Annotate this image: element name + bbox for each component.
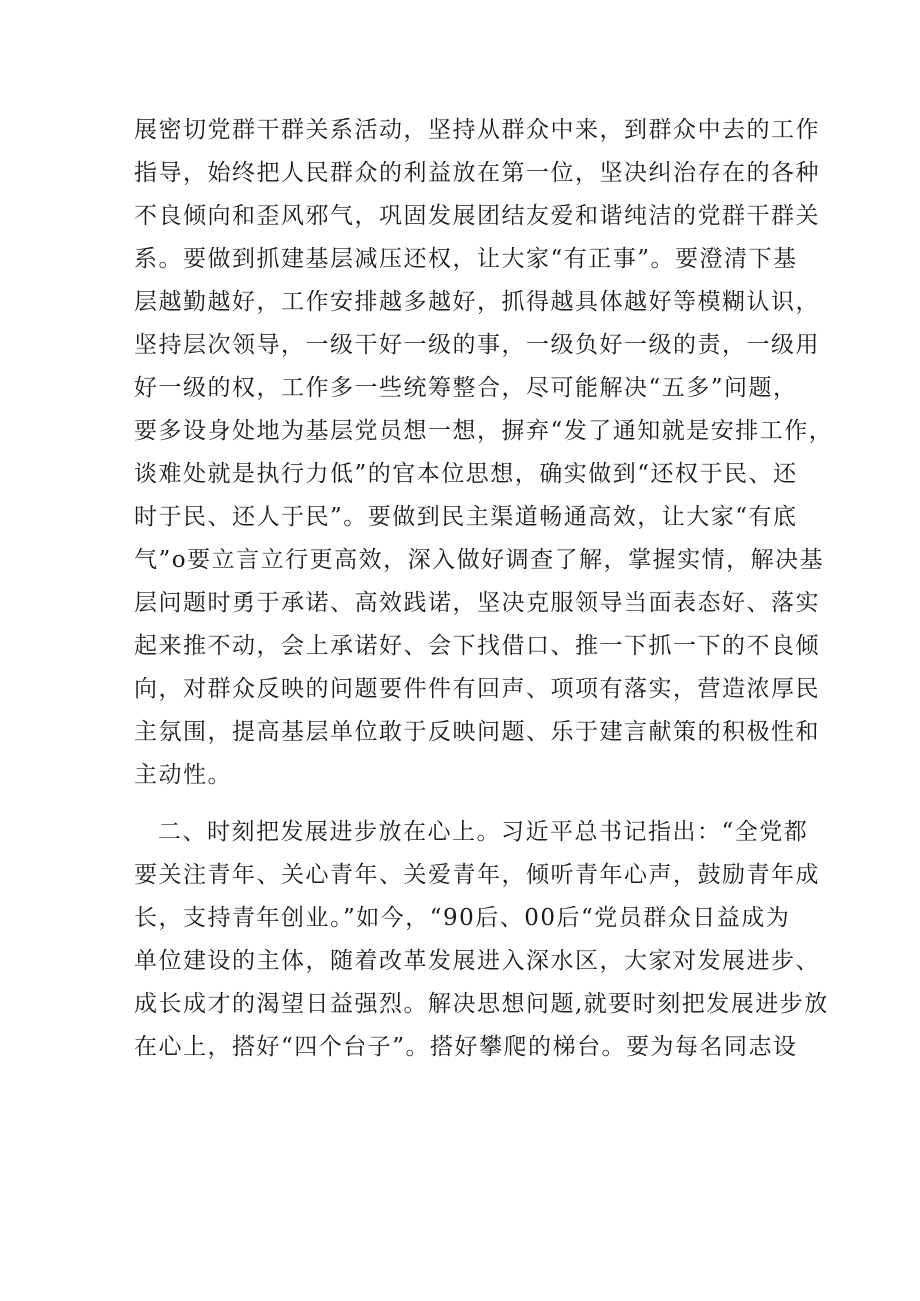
text-line: 二、时刻把发展进步放在心上。习近平总书记指出：“全党都 (158, 819, 809, 845)
text-line: 好一级的权，工作多一些统筹整合，尽可能解决“五多”问题， (134, 375, 798, 401)
text-line: 指导，始终把人民群众的利益放在第一位，坚决纠治存在的各种 (134, 160, 820, 186)
text-line: 起来推不动，会上承诺好、会下找借口、推一下抓一下的不良倾 (134, 633, 820, 659)
text-line: 系。要做到抓建基层减压还权，让大家“有正事”。要澄清下基 (134, 246, 798, 272)
text-line: 时于民、还人于民”。要做到民主渠道畅通高效，让大家“有底 (134, 504, 798, 530)
text-line: 单位建设的主体，随着改革发展进入深水区，大家对发展进步、 (134, 948, 820, 974)
text-line: 在心上，搭好“四个台子”。搭好攀爬的梯台。要为每名同志设 (134, 1034, 798, 1060)
text-line: 要多设身处地为基层党员想一想，摒弃“发了通知就是安排工作， (134, 418, 834, 444)
text-line: 要关注青年、关心青年、关爱青年，倾听青年心声，鼓励青年成 (134, 862, 820, 888)
text-line: 谈难处就是执行力低”的官本位思想，确实做到“还权于民、还 (134, 461, 798, 487)
text-line: 坚持层次领导，一级干好一级的事，一级负好一级的责，一级用 (134, 332, 820, 358)
text-line: 向，对群众反映的问题要件件有回声、项项有落实，营造浓厚民 (134, 676, 820, 702)
text-line: 气”o要立言立行更高效，深入做好调查了解，掌握实情，解决基 (134, 547, 825, 573)
text-line: 长，支持青年创业。”如今，“90后、00后“党员群众日益成为 (134, 905, 791, 931)
text-line: 层越勤越好，工作安排越多越好，抓得越具体越好等模糊认识， (134, 289, 820, 315)
text-line: 不良倾向和歪风邪气，巩固发展团结友爱和谐纯洁的党群干群关 (134, 203, 820, 229)
text-line: 主动性。 (134, 762, 232, 788)
text-line: 主氛围，提高基层单位敢于反映问题、乐于建言献策的积极性和 (134, 719, 820, 745)
text-line: 成长成才的渴望日益强烈。解决思想问题,就要时刻把发展进步放 (134, 991, 829, 1017)
text-line: 层问题时勇于承诺、高效践诺，坚决克服领导当面表态好、落实 (134, 590, 820, 616)
text-line: 展密切党群干群关系活动，坚持从群众中来，到群众中去的工作 (134, 117, 820, 143)
